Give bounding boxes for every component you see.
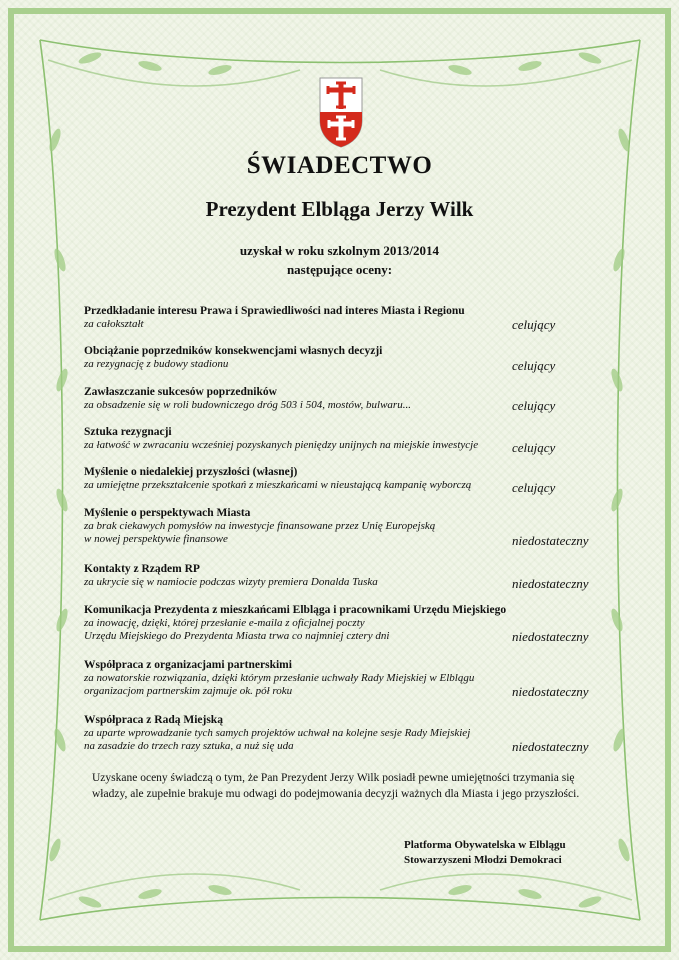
subject-grade: niedostateczny — [512, 576, 589, 591]
subject-title: Kontakty z Rządem RP — [84, 563, 200, 575]
subject-grade: niedostateczny — [512, 684, 589, 699]
subject-title: Współpraca z Radą Miejską — [84, 714, 223, 726]
subject-title: Zawłaszczanie sukcesów poprzedników — [84, 386, 277, 398]
subject-description: za brak ciekawych pomysłów na inwestycje finansowane przez Unię Europejską — [84, 520, 436, 532]
certificate-title: ŚWIADECTWO — [246, 152, 433, 179]
subject-description: Urzędu Miejskiego do Prezydenta Miasta trwa co najmniej cztery dni — [84, 630, 390, 642]
subject-title: Obciążanie poprzedników konsekwencjami własnych decyzji — [84, 345, 383, 357]
subject-description: organizacjom partnerskim zajmuje ok. pół roku — [84, 685, 293, 697]
recipient-name: Prezydent Elbląga Jerzy Wilk — [205, 197, 474, 221]
summary-paragraph: Uzyskane oceny świadczą o tym, że Pan Prezydent Jerzy Wilk posiadł pewne umiejętności trzymania się władzy, ale zupełnie brakuje mu odwagi do podejmowania decyzji ważnych dla Miasta i jego przyszłości. — [92, 772, 580, 800]
subject-title: Myślenie o perspektywach Miasta — [84, 507, 251, 519]
subject-description: za obsadzenie się w roli budowniczego dróg 503 i 504, mostów, bulwaru... — [84, 399, 411, 411]
subject-grade: niedostateczny — [512, 629, 589, 644]
subject-grade: celujący — [512, 398, 556, 413]
subject-description: za uparte wprowadzanie tych samych projektów uchwał na kolejne sesje Rady Miejskiej — [84, 727, 471, 739]
subject-description: za łatwość w zwracaniu wcześniej pozyskanych pieniędzy unijnych na miejskie inwestycje — [84, 439, 479, 451]
subject-title: Sztuka rezygnacji — [84, 426, 172, 438]
subject-description: za ukrycie się w namiocie podczas wizyty premiera Donalda Tuska — [84, 576, 378, 588]
subject-description: za nowatorskie rozwiązania, dzięki którym przesłanie uchwały Rady Miejskiej w Elblągu — [84, 672, 475, 684]
subject-description: za całokształt — [84, 318, 144, 330]
subject-description: na zasadzie do trzech razy sztuka, a nuż się uda — [84, 740, 294, 752]
elblag-coat-of-arms-icon — [318, 76, 364, 148]
subject-title: Przedkładanie interesu Prawa i Sprawiedliwości nad interes Miasta i Regionu — [84, 305, 465, 317]
subject-description: za umiejętne przekształcenie spotkań z mieszkańcami w nieustającą kampanię wyborczą — [84, 479, 472, 491]
subject-description: za inowację, dzięki, której przesłanie e-maila z oficjalnej poczty — [84, 617, 365, 629]
subject-grade: celujący — [512, 480, 556, 495]
subject-title: Współpraca z organizacjami partnerskimi — [84, 659, 292, 671]
subject-grade: niedostateczny — [512, 533, 589, 548]
subject-description: w nowej perspektywie finansowe — [84, 533, 228, 545]
subject-grade: celujący — [512, 440, 556, 455]
signature-line-2: Stowarzyszeni Młodzi Demokraci — [404, 854, 562, 866]
subject-description: za rezygnację z budowy stadionu — [84, 358, 229, 370]
subject-grade: celujący — [512, 358, 556, 373]
subject-grade: celujący — [512, 317, 556, 332]
subject-grade: niedostateczny — [512, 739, 589, 754]
intro-line-1: uzyskał w roku szkolnym 2013/2014 — [239, 243, 440, 258]
subject-title: Komunikacja Prezydenta z mieszkańcami Elbląga i pracownikami Urzędu Miejskiego — [84, 604, 507, 616]
signature-line-1: Platforma Obywatelska w Elblągu — [404, 839, 566, 851]
intro-line-2: następujące oceny: — [286, 262, 393, 277]
subject-title: Myślenie o niedalekiej przyszłości (własnej) — [84, 466, 298, 478]
